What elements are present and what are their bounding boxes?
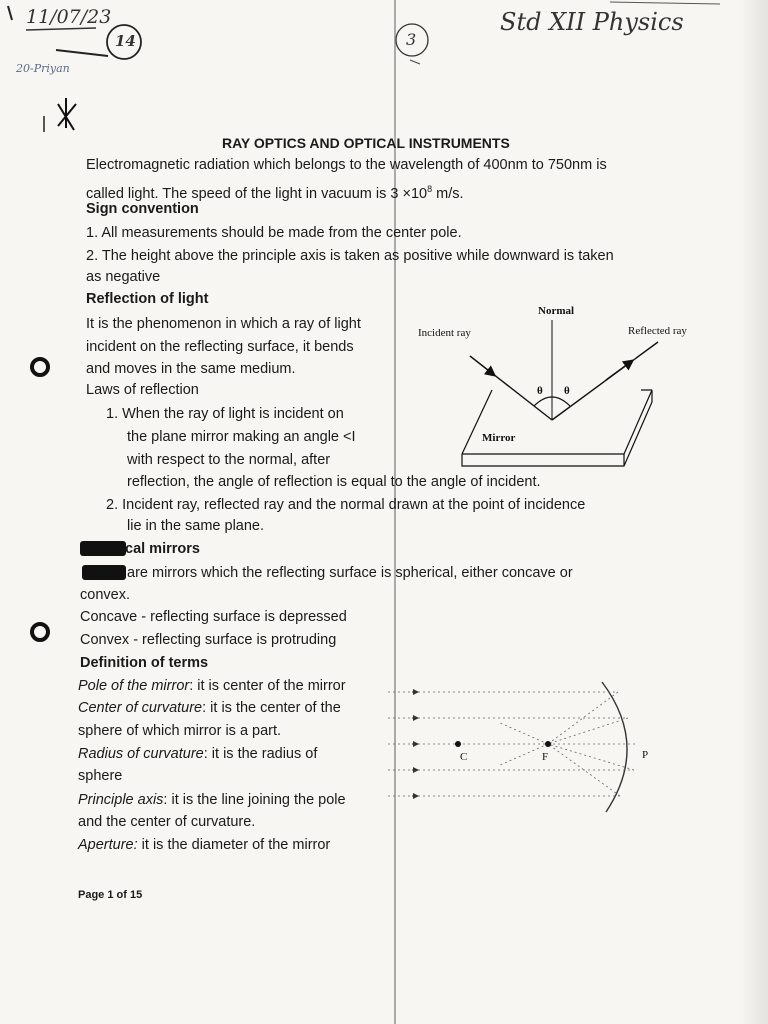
def-pole: [78, 677, 346, 696]
label-f: F: [542, 751, 549, 763]
focus-point: [545, 741, 551, 747]
def-radius-curvature-cont: sphere: [78, 768, 123, 784]
theta-reflected: θ: [564, 385, 570, 397]
def-center-curvature-text: : it is the center of the: [202, 700, 341, 716]
normal-label: Normal: [538, 305, 575, 317]
term-aperture: Aperture:: [78, 837, 138, 853]
law-2-line-a: 2. Incident ray, reflected ray and the normal drawn at the point of incidence: [106, 497, 586, 513]
sign-convention-item-2-cont: as negative: [86, 269, 161, 285]
label-p: P: [642, 749, 649, 761]
ink-blot-2: [82, 565, 126, 580]
reflected-ray-label: Reflected ray: [628, 325, 687, 337]
definitions-heading: Definition of terms: [80, 655, 209, 671]
sign-convention-item-1: 1. All measurements should be made from the center pole.: [86, 225, 462, 241]
reflected-arrow: [606, 361, 632, 380]
def-principle-axis-cont: and the center of curvature.: [78, 814, 256, 830]
reflection-line-3: and moves in the same medium.: [86, 361, 296, 377]
reflection-line-2: incident on the reflecting surface, it bends: [86, 339, 354, 355]
term-pole: Pole of the mirror: [78, 678, 190, 694]
def-aperture-text: it is the diameter of the mirror: [137, 837, 331, 853]
exponent: 8: [427, 184, 433, 194]
reflected-ray: [552, 342, 658, 420]
law-1-line-d: reflection, the angle of reflection is equal to the angle of incident.: [127, 474, 541, 490]
ink-blot: [80, 541, 126, 556]
law-2-line-b: lie in the same plane.: [127, 518, 265, 534]
sign-convention-item-2: 2. The height above the principle axis is taken as positive while downward is taken: [86, 248, 614, 264]
def-principle-axis-text: : it is the line joining the pole: [163, 792, 346, 808]
term-principle-axis: Principle axis: [78, 792, 164, 808]
punch-hole-bottom: [30, 622, 50, 642]
convex-definition: Convex - reflecting surface is protruding: [80, 632, 337, 648]
def-radius-curvature: [78, 745, 317, 764]
concave-mirror-diagram: [388, 672, 678, 822]
handwritten-circle-number: 14: [115, 32, 136, 50]
spherical-line-2: convex.: [80, 587, 130, 603]
handwritten-circle-number-2: 3: [406, 30, 417, 49]
def-center-curvature: [78, 699, 341, 718]
label-c: C: [460, 751, 468, 763]
page-title: RAY OPTICS AND OPTICAL INSTRUMENTS: [222, 135, 510, 151]
intro-text: called light. The speed of the light in vacuum is 3 ×10: [86, 185, 428, 202]
handwritten-scribble: 20-Priyan: [16, 62, 70, 75]
page-footer: Page 1 of 15: [78, 889, 143, 901]
reflection-line-1: It is the phenomenon in which a ray of light: [86, 316, 361, 332]
concave-definition: Concave - reflecting surface is depressed: [80, 609, 347, 625]
def-pole-text: : it is center of the mirror: [189, 678, 346, 694]
punch-hole-top: [30, 357, 50, 377]
def-center-curvature-cont: sphere of which mirror is a part.: [78, 723, 282, 739]
def-aperture: [78, 836, 330, 855]
law-1-line-b: the plane mirror making an angle <I: [127, 429, 356, 445]
law-1-line-c: with respect to the normal, after: [127, 452, 331, 468]
term-radius-curvature: Radius of curvature: [78, 746, 204, 762]
intro-line-1: Electromagnetic radiation which belongs to the wavelength of 400nm to 750nm is: [86, 157, 607, 173]
spherical-line-1: are mirrors which the reflecting surface is spherical, either concave or: [127, 565, 573, 581]
mirror-surface: [462, 390, 652, 454]
reflection-diagram: [410, 296, 710, 476]
incident-arrow: [470, 356, 494, 375]
laws-heading: Laws of reflection: [86, 382, 199, 398]
incident-ray-label: Incident ray: [418, 327, 471, 339]
handwritten-date: 11/07/23: [26, 6, 112, 28]
term-center-curvature: Center of curvature: [78, 700, 203, 716]
spherical-mirrors-heading: cal mirrors: [125, 541, 200, 557]
sign-convention-heading: Sign convention: [86, 201, 199, 217]
handwritten-class-title: Std XII Physics: [500, 8, 684, 36]
center-of-curvature-point: [455, 741, 461, 747]
mirror-label: Mirror: [482, 432, 516, 444]
intro-unit: m/s.: [432, 185, 464, 202]
theta-incident: θ: [537, 385, 543, 397]
law-1-line-a: 1. When the ray of light is incident on: [106, 406, 344, 422]
def-radius-curvature-text: : it is the radius of: [203, 746, 318, 762]
page-edge-shadow: [738, 0, 768, 1024]
reflection-heading: Reflection of light: [86, 291, 209, 307]
def-principle-axis: [78, 791, 346, 810]
